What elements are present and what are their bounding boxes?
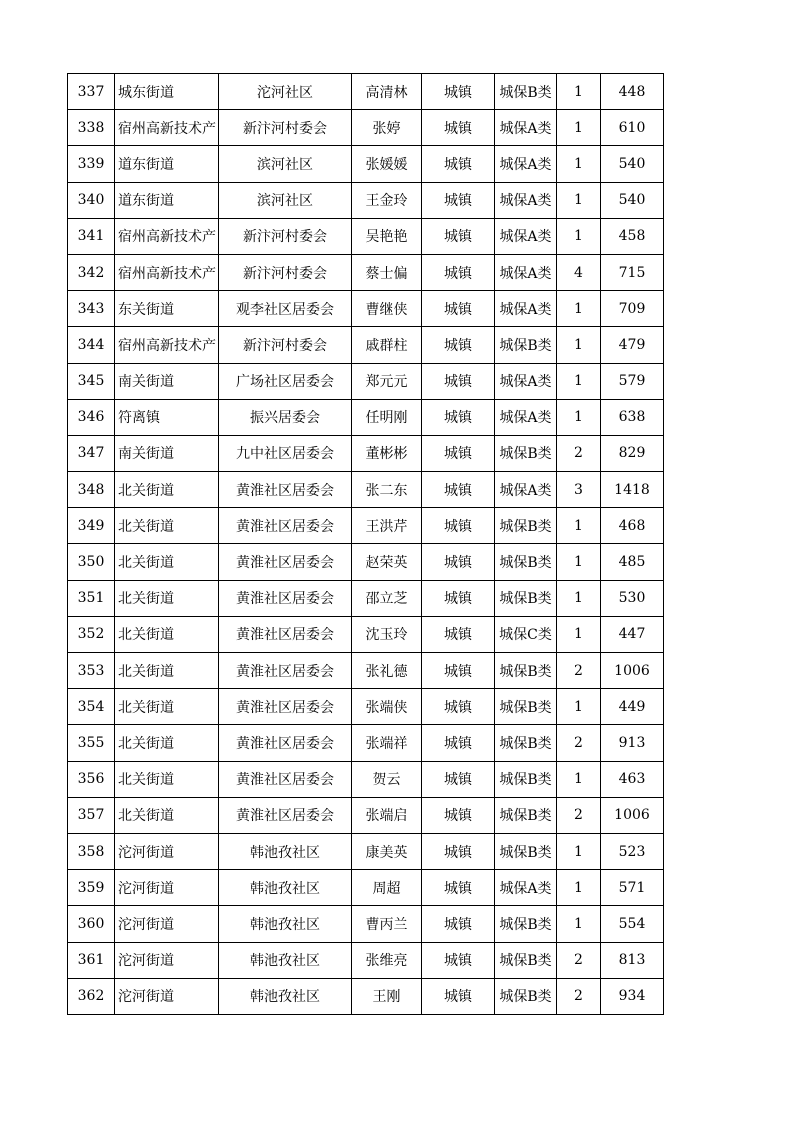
cell-serial-number: 351	[68, 580, 115, 616]
cell-serial-number: 353	[68, 653, 115, 689]
cell-amount: 458	[601, 218, 664, 254]
cell-household-count: 1	[557, 761, 601, 797]
cell-area-type: 城镇	[422, 797, 495, 833]
cell-household-count: 1	[557, 906, 601, 942]
cell-person-name: 张媛媛	[352, 146, 422, 182]
cell-person-name: 戚群柱	[352, 327, 422, 363]
cell-household-count: 1	[557, 580, 601, 616]
cell-community: 新汴河村委会	[219, 254, 352, 290]
table-row	[68, 580, 664, 616]
cell-community: 韩池孜社区	[219, 833, 352, 869]
cell-amount: 523	[601, 833, 664, 869]
table-row	[68, 472, 664, 508]
cell-street: 北关街道	[115, 580, 219, 616]
cell-insurance-category: 城保B类	[495, 435, 557, 471]
cell-street: 北关街道	[115, 689, 219, 725]
cell-person-name: 张二东	[352, 472, 422, 508]
cell-serial-number: 347	[68, 435, 115, 471]
cell-household-count: 1	[557, 870, 601, 906]
cell-insurance-category: 城保B类	[495, 978, 557, 1014]
cell-serial-number: 356	[68, 761, 115, 797]
table-row	[68, 146, 664, 182]
cell-insurance-category: 城保B类	[495, 797, 557, 833]
cell-community: 黄淮社区居委会	[219, 725, 352, 761]
cell-insurance-category: 城保A类	[495, 182, 557, 218]
cell-area-type: 城镇	[422, 906, 495, 942]
table-row	[68, 435, 664, 471]
cell-person-name: 蔡士偏	[352, 254, 422, 290]
cell-street: 北关街道	[115, 544, 219, 580]
cell-serial-number: 359	[68, 870, 115, 906]
cell-insurance-category: 城保A类	[495, 146, 557, 182]
cell-street: 沱河街道	[115, 942, 219, 978]
cell-amount: 540	[601, 182, 664, 218]
cell-serial-number: 338	[68, 110, 115, 146]
table-row	[68, 291, 664, 327]
cell-serial-number: 360	[68, 906, 115, 942]
cell-community: 黄淮社区居委会	[219, 544, 352, 580]
cell-household-count: 1	[557, 363, 601, 399]
cell-person-name: 任明刚	[352, 399, 422, 435]
cell-insurance-category: 城保B类	[495, 942, 557, 978]
cell-amount: 468	[601, 508, 664, 544]
cell-insurance-category: 城保C类	[495, 616, 557, 652]
table-row	[68, 833, 664, 869]
cell-street: 南关街道	[115, 363, 219, 399]
cell-insurance-category: 城保A类	[495, 472, 557, 508]
cell-serial-number: 341	[68, 218, 115, 254]
cell-area-type: 城镇	[422, 761, 495, 797]
cell-amount: 448	[601, 74, 664, 110]
table-row	[68, 327, 664, 363]
table-row	[68, 653, 664, 689]
table-row	[68, 725, 664, 761]
cell-amount: 449	[601, 689, 664, 725]
cell-amount: 579	[601, 363, 664, 399]
cell-insurance-category: 城保B类	[495, 906, 557, 942]
cell-person-name: 贺云	[352, 761, 422, 797]
cell-area-type: 城镇	[422, 544, 495, 580]
table-row	[68, 363, 664, 399]
cell-community: 黄淮社区居委会	[219, 508, 352, 544]
cell-household-count: 1	[557, 74, 601, 110]
cell-serial-number: 352	[68, 616, 115, 652]
cell-serial-number: 349	[68, 508, 115, 544]
cell-serial-number: 361	[68, 942, 115, 978]
cell-person-name: 王刚	[352, 978, 422, 1014]
cell-household-count: 1	[557, 616, 601, 652]
cell-area-type: 城镇	[422, 689, 495, 725]
cell-area-type: 城镇	[422, 942, 495, 978]
cell-household-count: 1	[557, 508, 601, 544]
cell-household-count: 1	[557, 399, 601, 435]
cell-household-count: 2	[557, 725, 601, 761]
cell-person-name: 张婷	[352, 110, 422, 146]
cell-area-type: 城镇	[422, 291, 495, 327]
cell-household-count: 1	[557, 110, 601, 146]
cell-serial-number: 345	[68, 363, 115, 399]
cell-area-type: 城镇	[422, 435, 495, 471]
cell-community: 振兴居委会	[219, 399, 352, 435]
cell-area-type: 城镇	[422, 616, 495, 652]
cell-serial-number: 346	[68, 399, 115, 435]
cell-amount: 1418	[601, 472, 664, 508]
cell-community: 韩池孜社区	[219, 942, 352, 978]
cell-person-name: 邵立芝	[352, 580, 422, 616]
cell-community: 黄淮社区居委会	[219, 472, 352, 508]
cell-street: 北关街道	[115, 797, 219, 833]
cell-insurance-category: 城保B类	[495, 580, 557, 616]
cell-street: 北关街道	[115, 472, 219, 508]
cell-person-name: 吴艳艳	[352, 218, 422, 254]
cell-amount: 540	[601, 146, 664, 182]
cell-household-count: 1	[557, 182, 601, 218]
cell-street: 宿州高新技术产	[115, 218, 219, 254]
cell-person-name: 张端启	[352, 797, 422, 833]
cell-community: 滨河社区	[219, 182, 352, 218]
cell-household-count: 1	[557, 327, 601, 363]
cell-insurance-category: 城保B类	[495, 689, 557, 725]
cell-household-count: 1	[557, 833, 601, 869]
cell-street: 北关街道	[115, 761, 219, 797]
cell-person-name: 王金玲	[352, 182, 422, 218]
cell-insurance-category: 城保A类	[495, 218, 557, 254]
cell-street: 北关街道	[115, 508, 219, 544]
cell-street: 宿州高新技术产	[115, 254, 219, 290]
cell-community: 新汴河村委会	[219, 218, 352, 254]
cell-serial-number: 342	[68, 254, 115, 290]
cell-community: 沱河社区	[219, 74, 352, 110]
cell-area-type: 城镇	[422, 833, 495, 869]
cell-person-name: 张维亮	[352, 942, 422, 978]
cell-household-count: 2	[557, 942, 601, 978]
cell-street: 北关街道	[115, 653, 219, 689]
cell-street: 东关街道	[115, 291, 219, 327]
cell-amount: 447	[601, 616, 664, 652]
cell-household-count: 2	[557, 978, 601, 1014]
cell-area-type: 城镇	[422, 725, 495, 761]
cell-amount: 813	[601, 942, 664, 978]
cell-insurance-category: 城保B类	[495, 327, 557, 363]
cell-community: 九中社区居委会	[219, 435, 352, 471]
cell-amount: 485	[601, 544, 664, 580]
cell-insurance-category: 城保A类	[495, 291, 557, 327]
cell-street: 沱河街道	[115, 906, 219, 942]
cell-amount: 571	[601, 870, 664, 906]
table-row	[68, 870, 664, 906]
cell-serial-number: 343	[68, 291, 115, 327]
cell-insurance-category: 城保B类	[495, 653, 557, 689]
cell-area-type: 城镇	[422, 363, 495, 399]
cell-area-type: 城镇	[422, 399, 495, 435]
cell-person-name: 张端祥	[352, 725, 422, 761]
cell-community: 黄淮社区居委会	[219, 653, 352, 689]
cell-area-type: 城镇	[422, 472, 495, 508]
table-row	[68, 74, 664, 110]
cell-community: 韩池孜社区	[219, 978, 352, 1014]
cell-area-type: 城镇	[422, 508, 495, 544]
cell-community: 新汴河村委会	[219, 327, 352, 363]
cell-person-name: 张礼德	[352, 653, 422, 689]
cell-community: 黄淮社区居委会	[219, 797, 352, 833]
cell-serial-number: 348	[68, 472, 115, 508]
table-row	[68, 616, 664, 652]
cell-insurance-category: 城保B类	[495, 725, 557, 761]
cell-amount: 934	[601, 978, 664, 1014]
cell-area-type: 城镇	[422, 218, 495, 254]
cell-street: 沱河街道	[115, 978, 219, 1014]
cell-insurance-category: 城保A类	[495, 254, 557, 290]
cell-serial-number: 362	[68, 978, 115, 1014]
cell-serial-number: 344	[68, 327, 115, 363]
table-row	[68, 978, 664, 1014]
table-row	[68, 508, 664, 544]
cell-street: 北关街道	[115, 725, 219, 761]
cell-amount: 463	[601, 761, 664, 797]
cell-community: 黄淮社区居委会	[219, 761, 352, 797]
cell-insurance-category: 城保A类	[495, 870, 557, 906]
cell-insurance-category: 城保B类	[495, 508, 557, 544]
cell-person-name: 赵荣英	[352, 544, 422, 580]
cell-household-count: 1	[557, 146, 601, 182]
cell-insurance-category: 城保A类	[495, 399, 557, 435]
data-table	[67, 73, 664, 1015]
cell-community: 黄淮社区居委会	[219, 689, 352, 725]
table-row	[68, 254, 664, 290]
cell-insurance-category: 城保A类	[495, 363, 557, 399]
cell-serial-number: 355	[68, 725, 115, 761]
cell-person-name: 周超	[352, 870, 422, 906]
cell-street: 道东街道	[115, 146, 219, 182]
cell-person-name: 曹丙兰	[352, 906, 422, 942]
cell-household-count: 3	[557, 472, 601, 508]
cell-person-name: 沈玉玲	[352, 616, 422, 652]
cell-area-type: 城镇	[422, 580, 495, 616]
cell-amount: 913	[601, 725, 664, 761]
cell-street: 城东街道	[115, 74, 219, 110]
cell-person-name: 王洪芹	[352, 508, 422, 544]
cell-community: 观李社区居委会	[219, 291, 352, 327]
table-row	[68, 906, 664, 942]
cell-amount: 530	[601, 580, 664, 616]
cell-serial-number: 340	[68, 182, 115, 218]
cell-area-type: 城镇	[422, 327, 495, 363]
cell-area-type: 城镇	[422, 978, 495, 1014]
table-row	[68, 218, 664, 254]
cell-insurance-category: 城保B类	[495, 544, 557, 580]
cell-serial-number: 337	[68, 74, 115, 110]
table-row	[68, 761, 664, 797]
table-row	[68, 399, 664, 435]
cell-community: 韩池孜社区	[219, 870, 352, 906]
cell-household-count: 2	[557, 653, 601, 689]
cell-street: 沱河街道	[115, 870, 219, 906]
cell-area-type: 城镇	[422, 110, 495, 146]
cell-area-type: 城镇	[422, 74, 495, 110]
cell-person-name: 张端侠	[352, 689, 422, 725]
cell-amount: 554	[601, 906, 664, 942]
cell-household-count: 1	[557, 689, 601, 725]
cell-household-count: 2	[557, 797, 601, 833]
cell-street: 宿州高新技术产	[115, 327, 219, 363]
cell-serial-number: 350	[68, 544, 115, 580]
table-row	[68, 544, 664, 580]
cell-person-name: 康美英	[352, 833, 422, 869]
table-row	[68, 110, 664, 146]
cell-person-name: 曹继侠	[352, 291, 422, 327]
cell-insurance-category: 城保A类	[495, 110, 557, 146]
cell-insurance-category: 城保B类	[495, 761, 557, 797]
cell-area-type: 城镇	[422, 254, 495, 290]
cell-community: 黄淮社区居委会	[219, 580, 352, 616]
cell-community: 广场社区居委会	[219, 363, 352, 399]
cell-amount: 479	[601, 327, 664, 363]
cell-amount: 1006	[601, 653, 664, 689]
cell-person-name: 董彬彬	[352, 435, 422, 471]
cell-person-name: 郑元元	[352, 363, 422, 399]
cell-street: 沱河街道	[115, 833, 219, 869]
cell-serial-number: 354	[68, 689, 115, 725]
cell-amount: 715	[601, 254, 664, 290]
cell-household-count: 1	[557, 544, 601, 580]
table-row	[68, 182, 664, 218]
cell-serial-number: 357	[68, 797, 115, 833]
cell-insurance-category: 城保B类	[495, 74, 557, 110]
cell-community: 新汴河村委会	[219, 110, 352, 146]
cell-community: 韩池孜社区	[219, 906, 352, 942]
cell-household-count: 4	[557, 254, 601, 290]
cell-street: 北关街道	[115, 616, 219, 652]
cell-household-count: 2	[557, 435, 601, 471]
table-row	[68, 797, 664, 833]
cell-amount: 1006	[601, 797, 664, 833]
cell-area-type: 城镇	[422, 870, 495, 906]
cell-area-type: 城镇	[422, 182, 495, 218]
cell-amount: 610	[601, 110, 664, 146]
cell-serial-number: 358	[68, 833, 115, 869]
cell-person-name: 高清林	[352, 74, 422, 110]
table-body	[68, 74, 664, 1015]
cell-area-type: 城镇	[422, 653, 495, 689]
table-row	[68, 689, 664, 725]
cell-amount: 638	[601, 399, 664, 435]
cell-serial-number: 339	[68, 146, 115, 182]
cell-street: 道东街道	[115, 182, 219, 218]
cell-area-type: 城镇	[422, 146, 495, 182]
cell-household-count: 1	[557, 291, 601, 327]
cell-amount: 829	[601, 435, 664, 471]
cell-community: 滨河社区	[219, 146, 352, 182]
cell-amount: 709	[601, 291, 664, 327]
cell-street: 符离镇	[115, 399, 219, 435]
cell-community: 黄淮社区居委会	[219, 616, 352, 652]
cell-household-count: 1	[557, 218, 601, 254]
table-row	[68, 942, 664, 978]
cell-street: 宿州高新技术产	[115, 110, 219, 146]
cell-street: 南关街道	[115, 435, 219, 471]
cell-insurance-category: 城保B类	[495, 833, 557, 869]
